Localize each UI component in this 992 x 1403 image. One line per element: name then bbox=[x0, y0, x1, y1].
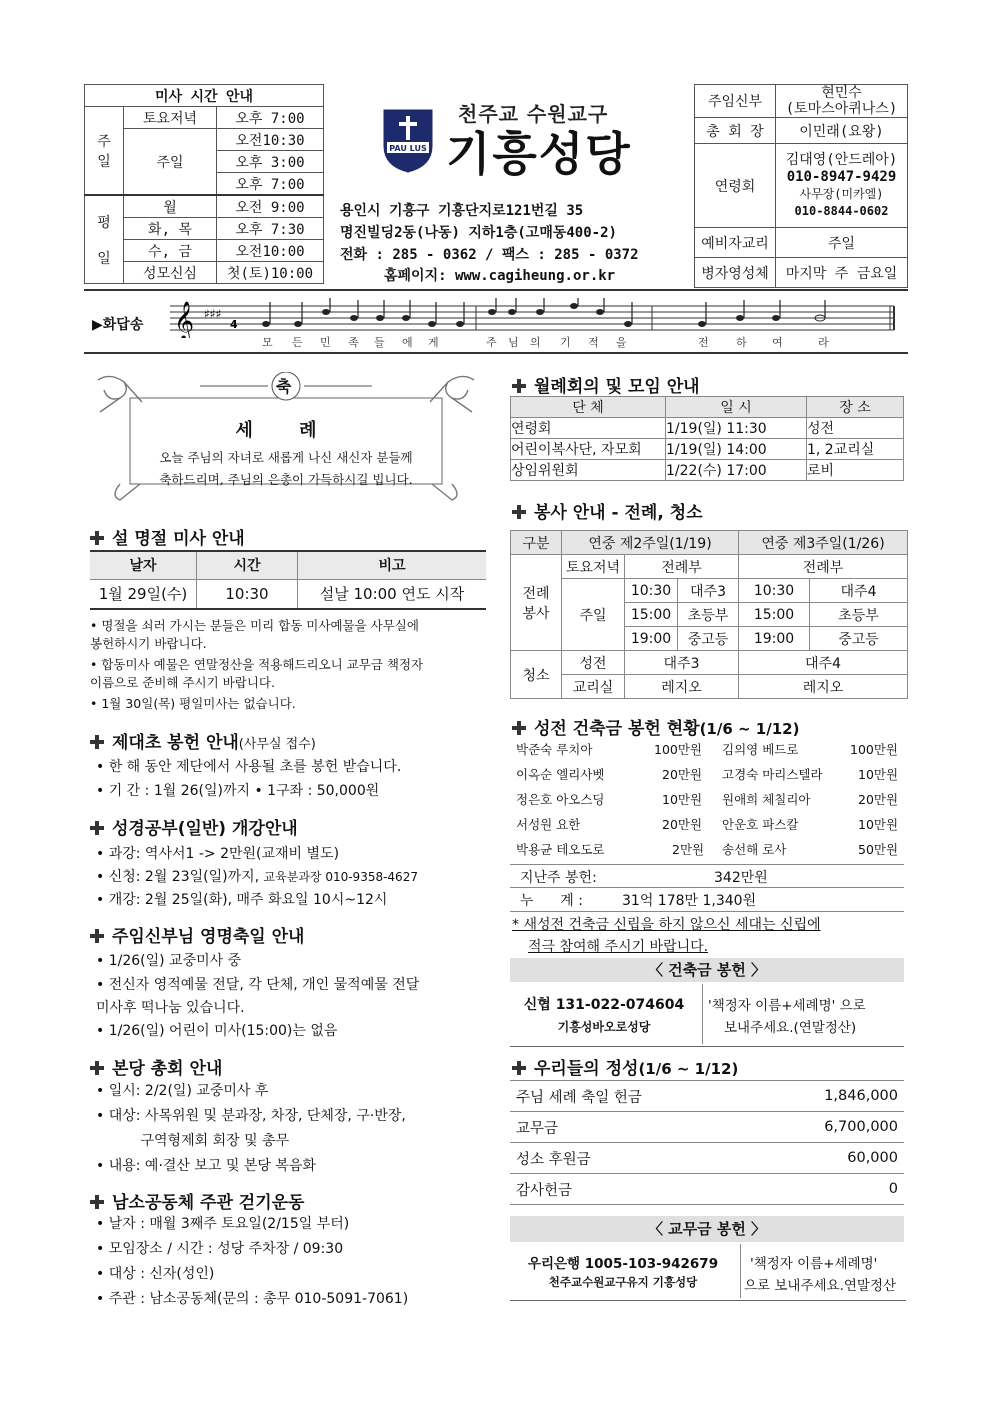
donor-name: 고경숙 마리스텔라 bbox=[722, 767, 823, 782]
service-header: 연중 제2주일(1/19) bbox=[562, 531, 739, 555]
service-cell: 레지오 bbox=[739, 675, 908, 699]
header-rule bbox=[84, 289, 908, 291]
mass-day: 성모신심 bbox=[124, 262, 217, 284]
meeting-group: 어린이복사단, 자모회 bbox=[511, 439, 666, 460]
donor-amount: 100만원 bbox=[654, 742, 703, 757]
lyric: 민 bbox=[320, 336, 331, 349]
donor-row bbox=[516, 815, 904, 840]
mass-day: 수, 금 bbox=[124, 240, 217, 262]
offering-amount: 6,700,000 bbox=[824, 1119, 898, 1135]
parish-name: 기흥성당 bbox=[446, 127, 632, 181]
mass-title: 미사 시간 안내 bbox=[85, 85, 324, 107]
psalm-lyrics bbox=[262, 334, 882, 350]
donor-amount: 10만원 bbox=[858, 767, 899, 782]
walking-line: • 날자 : 매월 3째주 토요일(2/15일 부터) bbox=[96, 1216, 350, 1232]
offering-title-sub: (1/6 ~ 1/12) bbox=[638, 1060, 739, 1078]
meetings-title-text: 월례회의 및 모임 안내 bbox=[534, 377, 700, 397]
donor-name: 원애희 체칠리아 bbox=[722, 792, 811, 807]
walking-line: • 모임장소 / 시간 : 성당 주차장 / 09:30 bbox=[96, 1241, 344, 1257]
service-cell: 초등부 bbox=[678, 603, 739, 627]
meeting-place: 성전 bbox=[807, 418, 904, 439]
feast-line: • 1/26(일) 어린이 미사(15:00)는 없음 bbox=[96, 1023, 338, 1039]
mass-time: 오전10:00 bbox=[217, 240, 324, 262]
service-cell: 10:30 bbox=[739, 579, 810, 603]
dues-account-box bbox=[510, 1244, 906, 1301]
lunar-date: 1월 29일(수) bbox=[90, 579, 197, 609]
cross-icon bbox=[512, 505, 526, 519]
lyric: 주 bbox=[486, 336, 497, 349]
bible-contact: 교육분과장 010-9358-4627 bbox=[263, 870, 418, 884]
lyric: 모 bbox=[262, 336, 273, 349]
lyric: 에 bbox=[402, 336, 413, 349]
mass-time: 오후 7:00 bbox=[217, 107, 324, 129]
meeting-place: 로비 bbox=[807, 460, 904, 481]
dues-account-note: '책정자 이름+세례명' bbox=[750, 1256, 878, 1272]
ribbon-icon bbox=[98, 376, 142, 412]
lyric: 하 bbox=[736, 336, 747, 349]
lunar-note-line: 봉헌하시기 바랍니다. bbox=[90, 636, 207, 651]
lunar-note-line: • 합동미사 예물은 연말정산을 적용해드리오니 교무금 책정자 bbox=[90, 657, 424, 672]
dues-account-header: 〈 교무금 봉헌 〉 bbox=[510, 1216, 904, 1242]
cleaning-label: 청소 bbox=[511, 651, 562, 699]
offering-title bbox=[512, 1054, 738, 1079]
meeting-group: 연령회 bbox=[511, 418, 666, 439]
lunar-note-line: • 1월 30일(목) 평일미사는 없습니다. bbox=[90, 696, 296, 711]
service-table bbox=[510, 530, 908, 699]
music-staff bbox=[170, 298, 896, 338]
assembly-line: • 내용: 예·결산 보고 및 본당 복음화 bbox=[96, 1158, 316, 1174]
meeting-time: 1/19(일) 11:30 bbox=[666, 418, 807, 439]
mass-day: 주일 bbox=[124, 129, 217, 196]
sunday-label: 주 일 bbox=[85, 107, 124, 196]
weekday-label: 평 일 bbox=[85, 195, 124, 284]
lyric: 게 bbox=[428, 336, 439, 349]
donor-name: 안운호 파스칼 bbox=[722, 817, 799, 832]
pastor-name: 현민수 bbox=[821, 85, 862, 101]
meeting-time: 1/19(일) 14:00 bbox=[666, 439, 807, 460]
service-cell: 전례부 bbox=[739, 555, 908, 579]
meetings-header: 단 체 bbox=[511, 397, 666, 418]
donor-amount: 50만원 bbox=[858, 842, 899, 857]
offering-amount: 1,846,000 bbox=[824, 1088, 898, 1104]
mass-day: 월 bbox=[124, 195, 217, 218]
total-value: 31억 178만 1,340원 bbox=[622, 893, 757, 909]
last-week-value: 342만원 bbox=[714, 870, 768, 886]
service-cell: 19:00 bbox=[739, 627, 810, 651]
youth-phone: 010-8947-9429 bbox=[786, 168, 897, 185]
logo-text: PAU LUS bbox=[389, 144, 427, 153]
donor-amount: 10만원 bbox=[662, 792, 703, 807]
cross-icon bbox=[90, 735, 104, 749]
lunar-note-line: • 명절을 쇠러 가시는 분들은 미리 합동 미사예물을 사무실에 bbox=[90, 618, 419, 633]
service-header: 연중 제3주일(1/26) bbox=[739, 531, 908, 555]
bible-line: • 과강: 역사서1 -> 2만원(교재비 별도) bbox=[96, 846, 340, 862]
walking-line: • 대상 : 신자(성인) bbox=[96, 1266, 215, 1282]
celebration-box bbox=[90, 372, 482, 502]
dues-account-holder: 천주교수원교구유지 기흥성당 bbox=[548, 1275, 698, 1289]
candle-line: • 기 간 : 1월 26(일)까지 • 1구좌 : 50,000원 bbox=[96, 783, 380, 799]
bible-line bbox=[96, 866, 418, 886]
celebration-title: 세 례 bbox=[235, 420, 337, 441]
service-cell: 대주3 bbox=[678, 579, 739, 603]
walking-title bbox=[90, 1188, 304, 1213]
youth-name: 김대영(안드레아) bbox=[785, 151, 898, 168]
walking-line: • 주관 : 남소공동체(문의 : 총무 010-5091-7061) bbox=[96, 1291, 409, 1307]
bible-line: • 개강: 2월 25일(화), 매주 화요일 10시~12시 bbox=[96, 892, 388, 908]
lunar-header: 시간 bbox=[197, 551, 298, 579]
donor-amount: 2만원 bbox=[672, 842, 705, 857]
phone-fax: 전화 : 285 - 0362 / 팩스 : 285 - 0372 bbox=[340, 247, 639, 263]
service-cell: 교리실 bbox=[562, 675, 625, 699]
mass-day: 토요저녁 bbox=[124, 107, 217, 129]
staff-table bbox=[694, 84, 908, 288]
donor-row bbox=[516, 740, 904, 765]
total-label: 누 계 : bbox=[520, 893, 583, 909]
key-signature-icon: ♯♯♯ bbox=[204, 307, 222, 321]
offering-label: 감사헌금 bbox=[516, 1182, 573, 1199]
donor-amount: 20만원 bbox=[662, 817, 703, 832]
meetings-title bbox=[512, 372, 700, 397]
homepage bbox=[384, 265, 615, 285]
homepage-url[interactable]: www.cagiheung.or.kr bbox=[454, 268, 616, 284]
donor-amount: 100만원 bbox=[850, 742, 899, 757]
service-cell: 초등부 bbox=[810, 603, 908, 627]
cross-icon bbox=[90, 531, 104, 545]
donor-row bbox=[516, 765, 904, 790]
feast-title bbox=[90, 922, 304, 947]
last-week-label: 지난주 봉헌: bbox=[520, 870, 597, 886]
service-cell: 15:00 bbox=[739, 603, 810, 627]
dues-account-number[interactable]: 우리은행 1005-103-942679 bbox=[527, 1256, 719, 1272]
donor-name: 박준숙 루치아 bbox=[516, 742, 593, 757]
sick-communion-value: 마지막 주 금요일 bbox=[776, 258, 908, 288]
assembly-line: • 대상: 사목위원 및 분과장, 차장, 단체장, 구·반장, bbox=[96, 1108, 406, 1124]
offering-title-text: 우리들의 정성 bbox=[534, 1059, 639, 1079]
donor-amount: 20만원 bbox=[662, 767, 703, 782]
building-title-text: 성전 건축금 봉헌 현황 bbox=[534, 719, 700, 739]
service-cell: 레지오 bbox=[625, 675, 739, 699]
donor-name: 김의영 베드로 bbox=[722, 742, 799, 757]
offering-table bbox=[510, 1080, 904, 1205]
building-account-holder: 기흥성바오로성당 bbox=[557, 1020, 651, 1034]
cross-icon bbox=[512, 379, 526, 393]
building-account-note: '책정자 이름+세례명' 으로 bbox=[708, 998, 866, 1014]
mass-time: 첫(토)10:00 bbox=[217, 262, 324, 284]
assembly-line: • 일시: 2/2(일) 교중미사 후 bbox=[96, 1083, 269, 1099]
offering-label: 성소 후원금 bbox=[516, 1151, 591, 1168]
bible-line-text: • 신청: 2월 23일(일)까지, bbox=[96, 869, 264, 885]
candle-title-sub: (사무실 접수) bbox=[238, 737, 316, 752]
service-cell: 성전 bbox=[562, 651, 625, 675]
donor-list bbox=[516, 740, 904, 865]
lunar-header: 날자 bbox=[90, 551, 197, 579]
walking-title-text: 남소공동체 주관 걷기운동 bbox=[112, 1193, 305, 1213]
lyric: 전 bbox=[698, 336, 709, 349]
psalm-label: ▶화답송 bbox=[92, 317, 144, 333]
sick-communion-label: 병자영성체 bbox=[695, 258, 776, 288]
candle-title-text: 제대초 봉헌 안내 bbox=[112, 733, 239, 753]
mass-time: 오후 7:30 bbox=[217, 218, 324, 240]
youth-label: 연령회 bbox=[695, 144, 776, 228]
service-cell: 15:00 bbox=[625, 603, 678, 627]
cross-icon bbox=[90, 929, 104, 943]
lyric: 님 bbox=[508, 336, 519, 349]
building-note: * 새성전 건축금 신립을 하지 않으신 세대는 신립에 bbox=[512, 917, 821, 933]
cross-icon bbox=[512, 1061, 526, 1075]
lunar-title bbox=[90, 524, 245, 549]
bible-title-text: 성경공부(일반) 개강안내 bbox=[112, 819, 298, 839]
service-sat-label: 토요저녁 bbox=[562, 555, 625, 579]
meetings-header: 장 소 bbox=[807, 397, 904, 418]
lunar-note: 설날 10:00 연도 시작 bbox=[319, 585, 465, 604]
lunar-note-line: 이름으로 준비해 주시기 바랍니다. bbox=[90, 675, 275, 690]
catechism-label: 예비자교리 bbox=[695, 228, 776, 258]
president-name: 이민래(요왕) bbox=[776, 118, 908, 144]
treble-clef-icon: 𝄞 bbox=[174, 301, 195, 338]
building-totals bbox=[510, 864, 904, 912]
youth-secretary: 사무장(미카엘) bbox=[799, 186, 884, 201]
lyric: 라 bbox=[818, 336, 829, 349]
psalm-rule bbox=[84, 352, 908, 354]
lyric: 족 bbox=[348, 336, 359, 349]
donor-name: 박용균 테오도로 bbox=[516, 842, 605, 857]
assembly-title bbox=[90, 1054, 222, 1079]
candle-line: • 한 해 동안 제단에서 사용될 초를 봉헌 받습니다. bbox=[96, 759, 402, 775]
meeting-place: 1, 2교리실 bbox=[807, 439, 904, 460]
candle-title bbox=[90, 728, 316, 753]
feast-line: • 1/26(일) 교중미사 중 bbox=[96, 953, 242, 969]
pastor-baptismal: (토마스아퀴나스) bbox=[785, 101, 898, 117]
lyric: 의 bbox=[530, 336, 541, 349]
service-sun-label: 주일 bbox=[562, 579, 625, 651]
donor-amount: 10만원 bbox=[858, 817, 899, 832]
service-title bbox=[512, 498, 703, 523]
homepage-label: 홈페이지: bbox=[384, 268, 447, 284]
lyric: 적 bbox=[588, 336, 599, 349]
lyric: 기 bbox=[560, 336, 571, 349]
mass-time: 오후 3:00 bbox=[217, 151, 324, 173]
building-account-number[interactable]: 신협 131-022-074604 bbox=[523, 997, 685, 1013]
lunar-title-text: 설 명절 미사 안내 bbox=[112, 529, 245, 549]
lyric: 을 bbox=[616, 336, 627, 349]
mass-schedule bbox=[84, 84, 324, 284]
meetings-table bbox=[510, 396, 904, 481]
address-line-1: 용인시 기흥구 기흥단지로121번길 35 bbox=[340, 203, 584, 219]
service-cell: 전례부 bbox=[625, 555, 739, 579]
donor-name: 이옥순 엘리사벳 bbox=[516, 767, 605, 782]
meetings-header: 일 시 bbox=[666, 397, 807, 418]
dues-account-note: 으로 보내주세요.연말정산 bbox=[744, 1278, 897, 1294]
mass-time: 오전10:30 bbox=[217, 129, 324, 151]
donor-name: 정은호 아오스딩 bbox=[516, 792, 605, 807]
offering-amount: 0 bbox=[888, 1181, 898, 1197]
mass-day: 화, 목 bbox=[124, 218, 217, 240]
pastor-label: 주임신부 bbox=[695, 85, 776, 118]
service-cell: 19:00 bbox=[625, 627, 678, 651]
service-cell: 중고등 bbox=[810, 627, 908, 651]
lyric: 들 bbox=[374, 336, 385, 349]
service-cell: 중고등 bbox=[678, 627, 739, 651]
cross-icon bbox=[512, 721, 526, 735]
meeting-time: 1/22(수) 17:00 bbox=[666, 460, 807, 481]
mass-time: 오전 9:00 bbox=[217, 195, 324, 218]
offering-label: 교무금 bbox=[516, 1120, 559, 1137]
service-title-text: 봉사 안내 - 전례, 청소 bbox=[534, 503, 703, 523]
bible-title bbox=[90, 814, 298, 839]
building-account-note: 보내주세요.(연말정산) bbox=[724, 1020, 857, 1036]
celebration-line-2: 축하드리며, 주님의 은총이 가득하시길 빕니다. bbox=[159, 472, 413, 487]
time-signature-icon: 4 bbox=[230, 318, 238, 331]
assembly-line: 구역형제회 회장 및 총무 bbox=[96, 1133, 290, 1149]
donor-row bbox=[516, 790, 904, 815]
celebration-badge: 축 bbox=[276, 377, 292, 396]
lunar-time: 10:30 bbox=[197, 579, 298, 609]
mass-time: 오후 7:00 bbox=[217, 173, 324, 196]
feast-title-text: 주임신부님 영명축일 안내 bbox=[112, 927, 305, 947]
lunar-header: 비고 bbox=[298, 551, 487, 579]
cross-icon bbox=[90, 1195, 104, 1209]
building-account-box bbox=[510, 984, 904, 1047]
donor-name: 서성원 요한 bbox=[516, 817, 581, 832]
parish-logo bbox=[382, 108, 434, 174]
diocese-name: 천주교 수원교구 bbox=[458, 102, 609, 126]
feast-line: 미사후 떡나눔 있습니다. bbox=[96, 1000, 245, 1016]
liturgy-label: 전례 봉사 bbox=[511, 555, 562, 651]
cross-icon bbox=[90, 1061, 104, 1075]
youth-secretary-phone: 010-8844-0602 bbox=[794, 203, 889, 218]
building-title bbox=[512, 714, 799, 739]
service-cell: 10:30 bbox=[625, 579, 678, 603]
celebration-line-1: 오늘 주님의 자녀로 새롭게 나신 새신자 분들께 bbox=[159, 450, 413, 465]
service-cell: 대주4 bbox=[739, 651, 908, 675]
service-cell: 대주4 bbox=[810, 579, 908, 603]
donor-row bbox=[516, 840, 904, 865]
cross-icon bbox=[90, 821, 104, 835]
building-title-sub: (1/6 ~ 1/12) bbox=[699, 720, 800, 738]
building-account-header: 〈 건축금 봉헌 〉 bbox=[510, 958, 904, 982]
offering-label: 주님 세례 축일 헌금 bbox=[516, 1089, 642, 1106]
meeting-group: 상임위원회 bbox=[511, 460, 666, 481]
lyric: 든 bbox=[292, 336, 303, 349]
donor-amount: 20만원 bbox=[858, 792, 899, 807]
president-label: 총 회 장 bbox=[695, 118, 776, 144]
service-header: 구분 bbox=[511, 531, 562, 555]
lunar-table bbox=[90, 550, 486, 610]
donor-name: 송선해 로사 bbox=[722, 842, 787, 857]
service-cell: 대주3 bbox=[625, 651, 739, 675]
ribbon-icon bbox=[430, 376, 474, 412]
offering-amount: 60,000 bbox=[847, 1150, 898, 1166]
feast-line: • 전신자 영적예물 전달, 각 단체, 개인 물적예물 전달 bbox=[96, 977, 420, 993]
building-note: 적극 참여해 주시기 바랍니다. bbox=[528, 939, 709, 955]
catechism-value: 주일 bbox=[776, 228, 908, 258]
lyric: 여 bbox=[772, 336, 783, 349]
assembly-title-text: 본당 총회 안내 bbox=[112, 1059, 223, 1079]
address-line-2: 명진빌딩2동(나동) 지하1층(고매동400-2) bbox=[340, 225, 617, 241]
